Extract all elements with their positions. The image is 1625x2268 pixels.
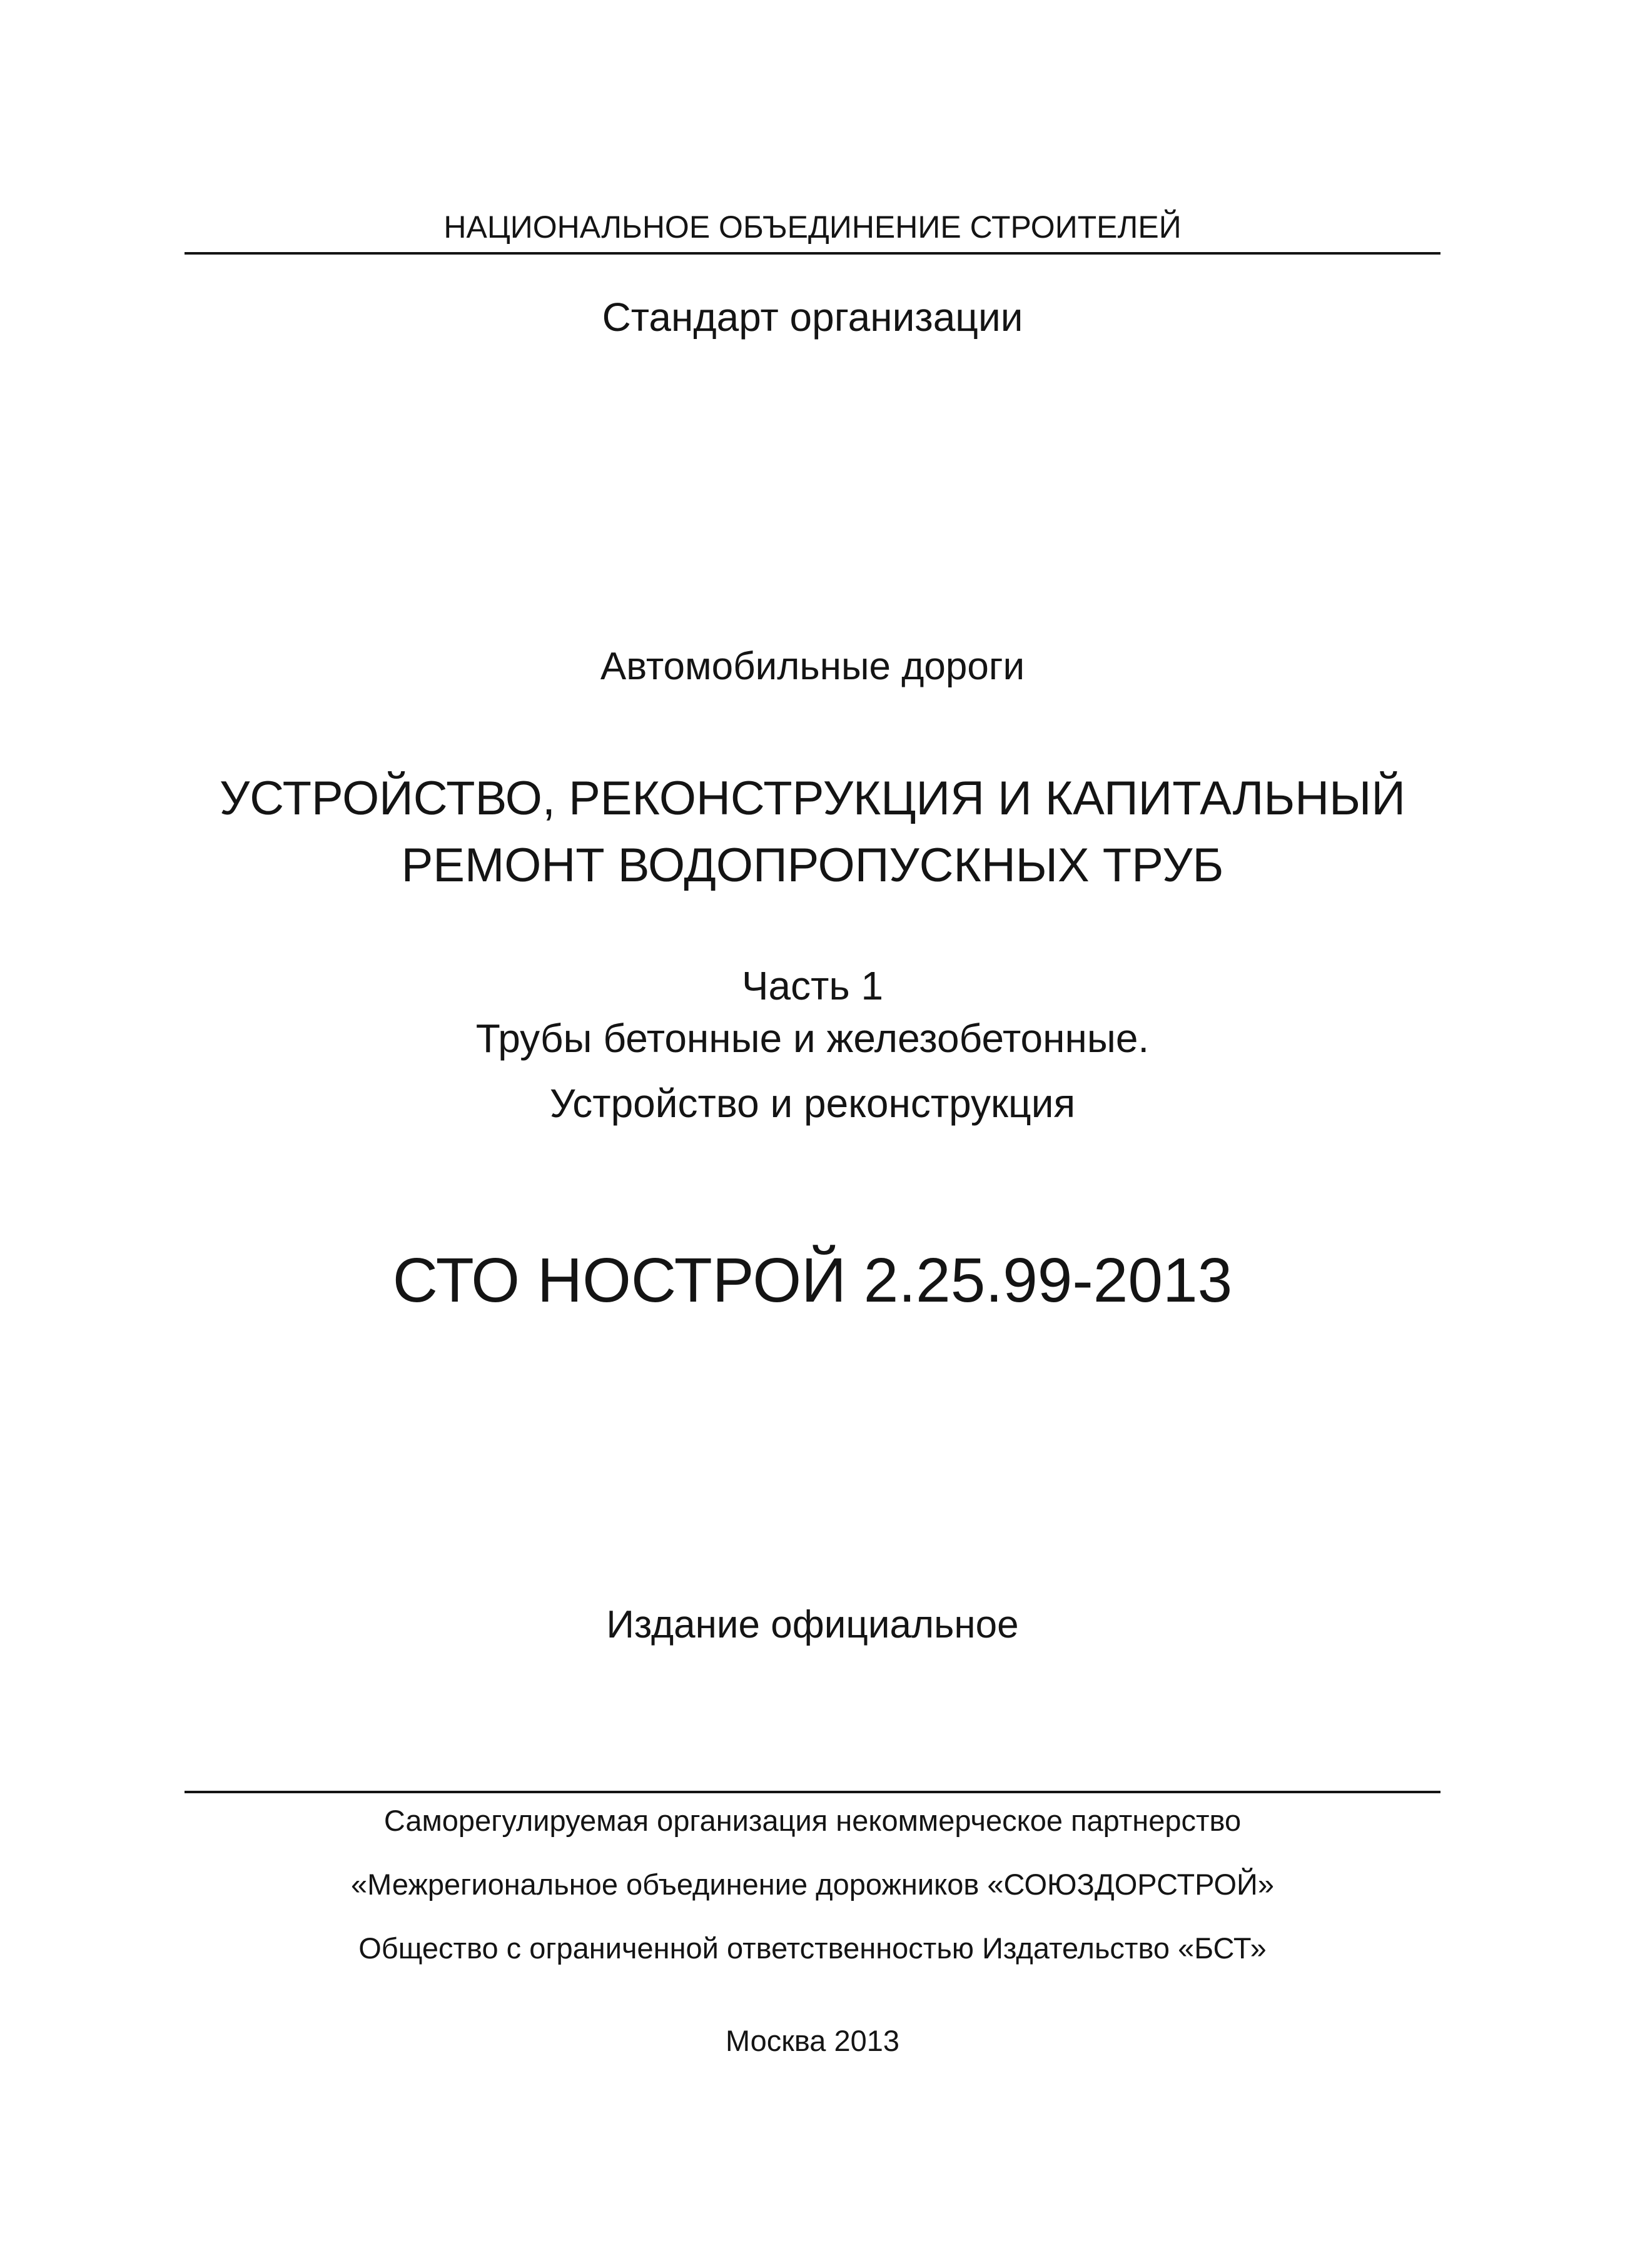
document-subtitle-line-2: Устройство и реконструкция bbox=[549, 1081, 1076, 1126]
document-subtitle-line-1: Трубы бетонные и железобетонные. bbox=[475, 1016, 1150, 1061]
organization-heading: НАЦИОНАЛЬНОЕ ОБЪЕДИНЕНИЕ СТРОИТЕЛЕЙ bbox=[443, 210, 1182, 245]
document-title-line-1: УСТРОЙСТВО, РЕКОНСТРУКЦИЯ И КАПИТАЛЬНЫЙ bbox=[219, 772, 1406, 825]
header-divider bbox=[185, 252, 1440, 255]
document-designation: СТО НОСТРОЙ 2.25.99-2013 bbox=[392, 1245, 1233, 1315]
place-and-year: Москва 2013 bbox=[725, 2024, 900, 2057]
edition-note: Издание официальное bbox=[606, 1603, 1019, 1646]
publisher-line-1: Саморегулируемая организация некоммерческое партнерство bbox=[383, 1804, 1242, 1837]
publisher-line-3: Общество с ограниченной ответственностью Издательство «БСТ» bbox=[358, 1931, 1267, 1965]
publisher-line-2: «Межрегиональное объединение дорожников «СОЮЗДОРСТРОЙ» bbox=[351, 1868, 1274, 1901]
document-title-line-2: РЕМОНТ ВОДОПРОПУСКНЫХ ТРУБ bbox=[401, 839, 1224, 892]
document-part: Часть 1 bbox=[741, 963, 884, 1008]
standard-type: Стандарт организации bbox=[602, 295, 1023, 340]
footer-divider bbox=[185, 1791, 1440, 1793]
document-category: Автомобильные дороги bbox=[600, 645, 1025, 688]
